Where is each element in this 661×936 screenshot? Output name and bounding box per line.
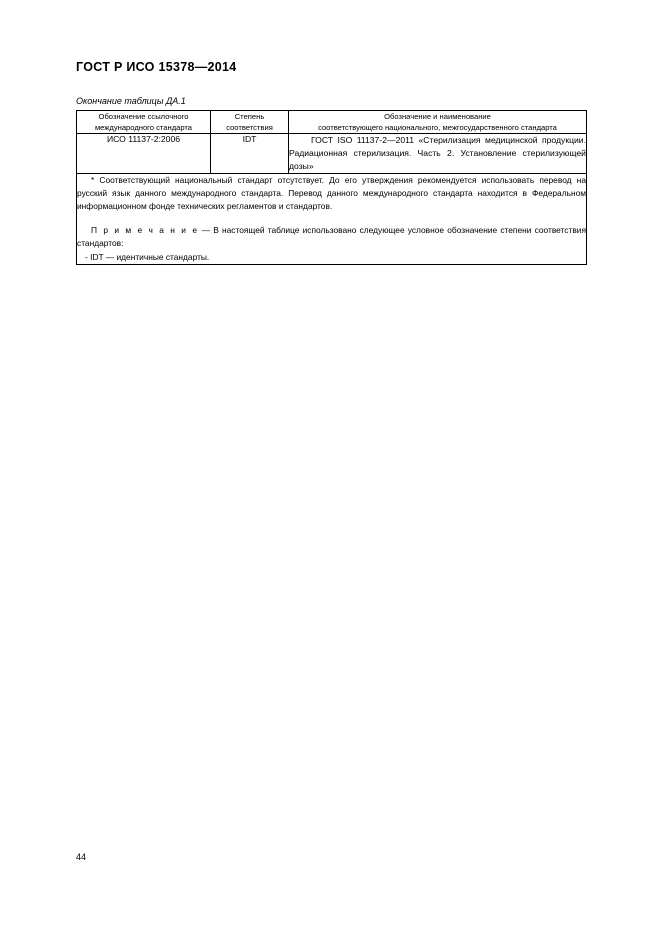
header-national-line1: Обозначение и наименование	[384, 112, 491, 121]
cell-national	[289, 134, 587, 174]
cell-reference: ИСО 11137-2:2006	[77, 134, 211, 174]
standards-table	[76, 110, 587, 265]
table-notes	[77, 173, 587, 264]
header-conformity-line2: соответствия	[226, 123, 273, 132]
cell-conformity: IDT	[211, 134, 289, 174]
note-text: — В настоящей таблице использовано следующее условное обозначение степени соответствия стандартов:	[77, 224, 586, 248]
cell-national-text: ГОСТ ISO 11137-2—2011 «Стерилизация медицинской продукции. Радиационная стерилизация. Часть 2. Установление стерилизующей дозы»	[289, 135, 586, 171]
table-caption: Окончание таблицы ДА.1	[76, 96, 186, 106]
page-number: 44	[76, 852, 87, 862]
table-row	[77, 134, 587, 174]
table-header-reference	[77, 111, 211, 134]
table-note	[77, 224, 586, 250]
header-national-line2: соответствующего национального, межгосударственного стандарта	[318, 123, 557, 132]
document-header: ГОСТ Р ИСО 15378—2014	[76, 60, 237, 74]
table-footnote: * Соответствующий национальный стандарт отсутствует. До его утверждения рекомендуется использовать перевод на русский язык данного международного стандарта. Перевод данного международного стандарта находится в Федеральном информационном фонде технических регламентов и стандартов.	[77, 174, 586, 211]
header-reference-line1: Обозначение ссылочного	[98, 112, 189, 121]
note-label: П р и м е ч а н и е	[91, 224, 199, 235]
table-header-conformity	[211, 111, 289, 134]
table-header-national	[289, 111, 587, 134]
table-header-row	[77, 111, 587, 134]
note-item: - IDT — идентичные стандарты.	[85, 251, 210, 262]
header-reference-line2: международного стандарта	[94, 123, 193, 132]
table-note-row	[77, 173, 587, 264]
header-conformity-line1: Степень	[234, 112, 265, 121]
